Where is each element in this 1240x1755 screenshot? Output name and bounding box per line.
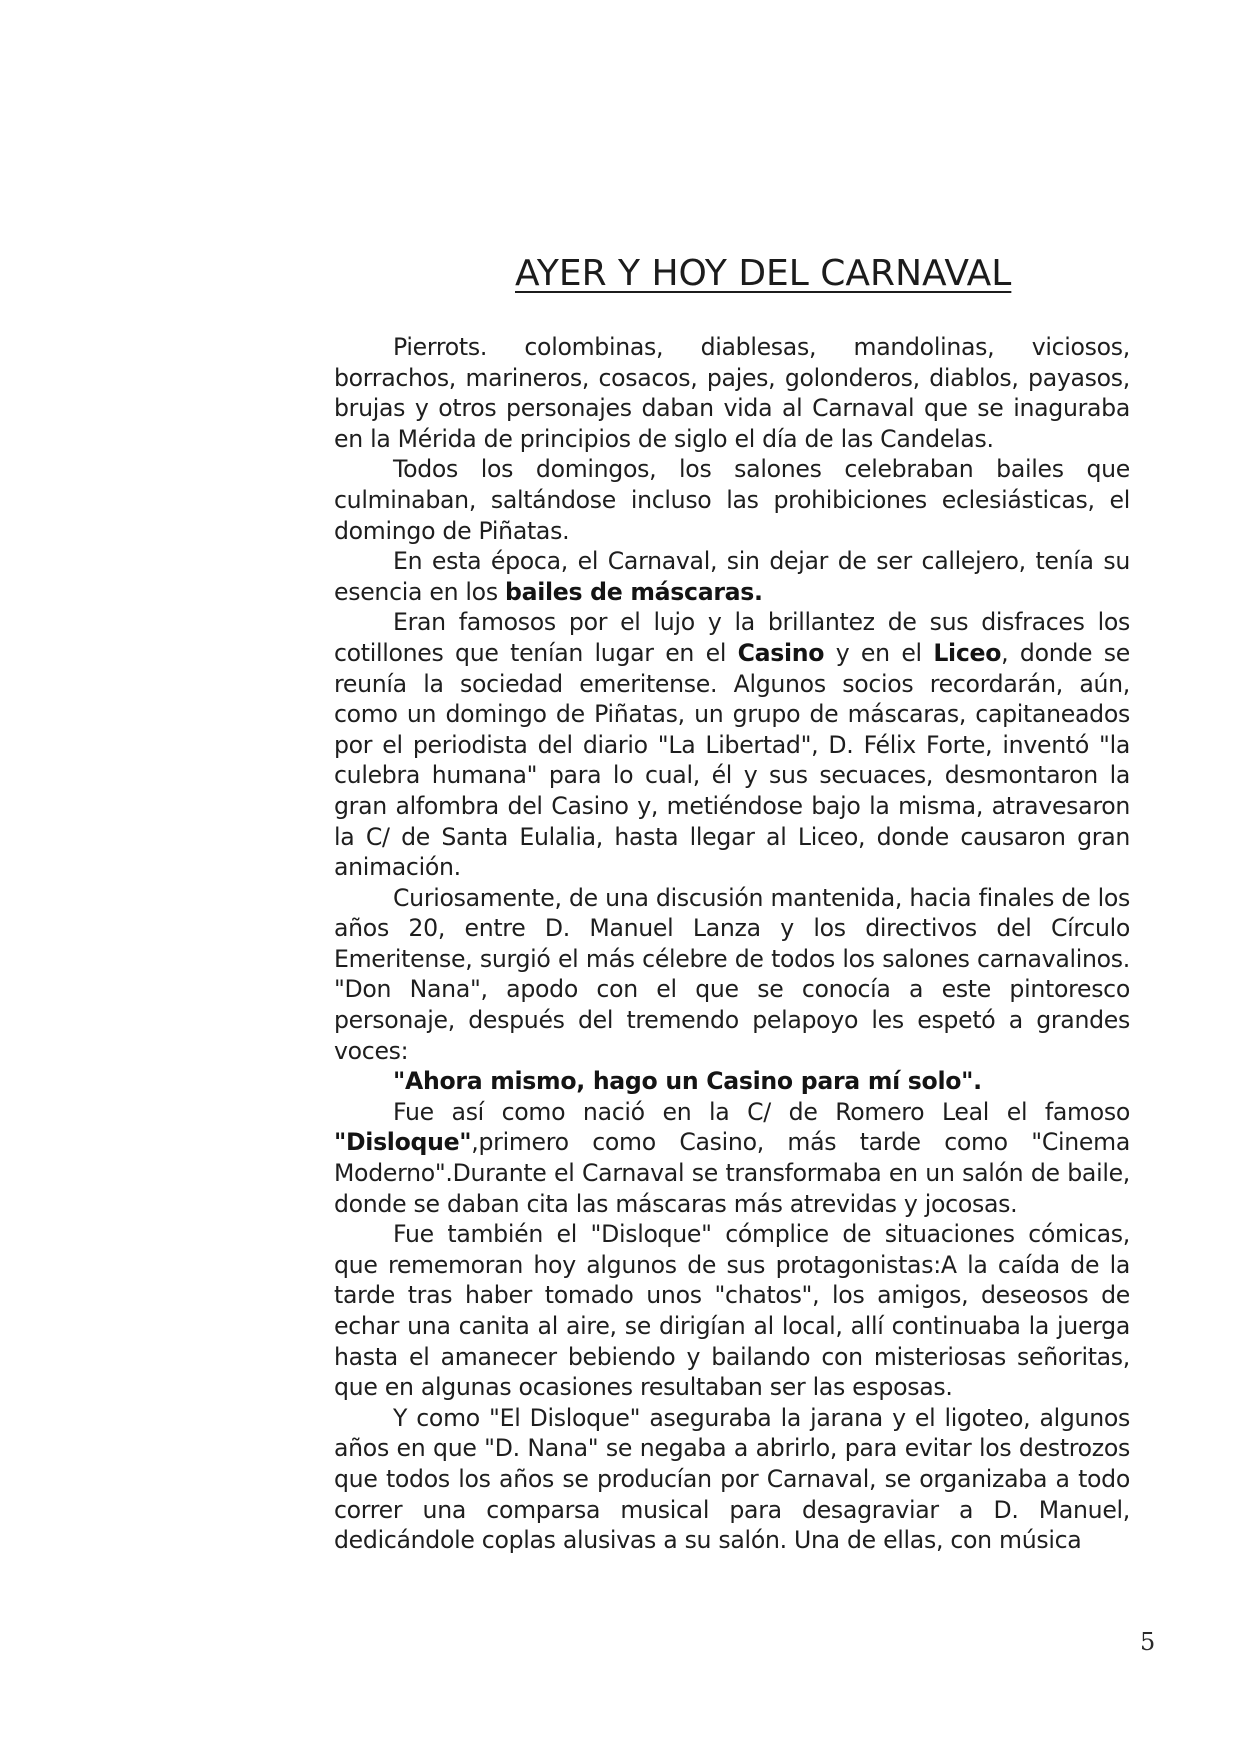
page-number: 5 [1140, 1628, 1156, 1656]
text-segment: En esta época, el Carnaval, sin dejar de ser callejero, tenía su esencia en los [334, 547, 1130, 606]
paragraph [334, 1097, 1130, 1219]
paragraph [334, 607, 1130, 882]
bold-text: bailes de máscaras. [505, 577, 763, 606]
paragraph [334, 454, 1130, 546]
text-segment: y en el [824, 638, 934, 667]
paragraph [334, 332, 1130, 454]
quote-paragraph [334, 1066, 1130, 1097]
page-title: AYER Y HOY DEL CARNAVAL [515, 253, 1012, 294]
text-segment: Eran famosos por el lujo y la brillantez de sus disfraces los cotillones que tenían lugar en el [334, 608, 1130, 667]
text-segment: Todos los domingos, los salones celebraban bailes que culminaban, saltándose incluso las prohibiciones eclesiásticas, el domingo de Piñatas. [334, 455, 1130, 545]
text-segment: , donde se reunía la sociedad emeritense. Algunos socios recordarán, aún, como un domingo de Piñatas, un grupo de máscaras, capitaneados por el periodista del diario "La Libertad", D. Félix Forte, inventó "la culebra humana" para lo cual, él y sus secuaces, desmontaron la gran alfombra del Casino y, metiéndose bajo la misma, atravesaron la C/ de Santa Eulalia, hasta llegar al Liceo, donde causaron gran animación. [334, 638, 1130, 882]
text-segment: Fue así como nació en la C/ de Romero Leal el famoso [393, 1097, 1130, 1126]
paragraph [334, 1403, 1130, 1556]
bold-text: "Ahora mismo, hago un Casino para mí solo". [393, 1067, 982, 1096]
bold-text: "Disloque" [334, 1128, 472, 1157]
text-segment: Pierrots. colombinas, diablesas, mandolinas, viciosos, borrachos, marineros, cosacos, pajes, golonderos, diablos, payasos, brujas y otros personajes daban vida al Carnaval que se inaguraba en la Mérida de principios de siglo el día de las Candelas. [334, 333, 1130, 453]
paragraph [334, 546, 1130, 607]
text-segment: Fue también el "Disloque" cómplice de situaciones cómicas, que rememoran hoy algunos de sus protagonistas:A la caída de la tarde tras haber tomado unos "chatos", los amigos, deseosos de echar una canita al aire, se dirigían al local, allí continuaba la juerga hasta el amanecer bebiendo y bailando con misteriosas señoritas, que en algunas ocasiones resultaban ser las esposas. [334, 1220, 1130, 1402]
text-segment: Curiosamente, de una discusión mantenida, hacia finales de los años 20, entre D. Manuel Lanza y los directivos del Círculo Emeritense, surgió el más célebre de todos los salones carnavalinos. "Don Nana", apodo con el que se conocía a este pintoresco personaje, después del tremendo pelapoyo les espetó a grandes voces: [334, 883, 1130, 1065]
paragraph [334, 1219, 1130, 1403]
bold-text: Liceo [933, 638, 1002, 667]
text-segment: ,primero como Casino, más tarde como "Cinema Moderno".Durante el Carnaval se transformaba en un salón de baile, donde se daban cita las máscaras más atrevidas y jocosas. [334, 1128, 1130, 1218]
bold-text: Casino [737, 638, 825, 667]
paragraph [334, 883, 1130, 1067]
article-body [334, 332, 1130, 1556]
text-segment: Y como "El Disloque" aseguraba la jarana y el ligoteo, algunos años en que "D. Nana" se negaba a abrirlo, para evitar los destrozos que todos los años se producían por Carnaval, se organizaba a todo correr una comparsa musical para desagraviar a D. Manuel, dedicándole coplas alusivas a su salón. Una de ellas, con música [334, 1403, 1130, 1555]
